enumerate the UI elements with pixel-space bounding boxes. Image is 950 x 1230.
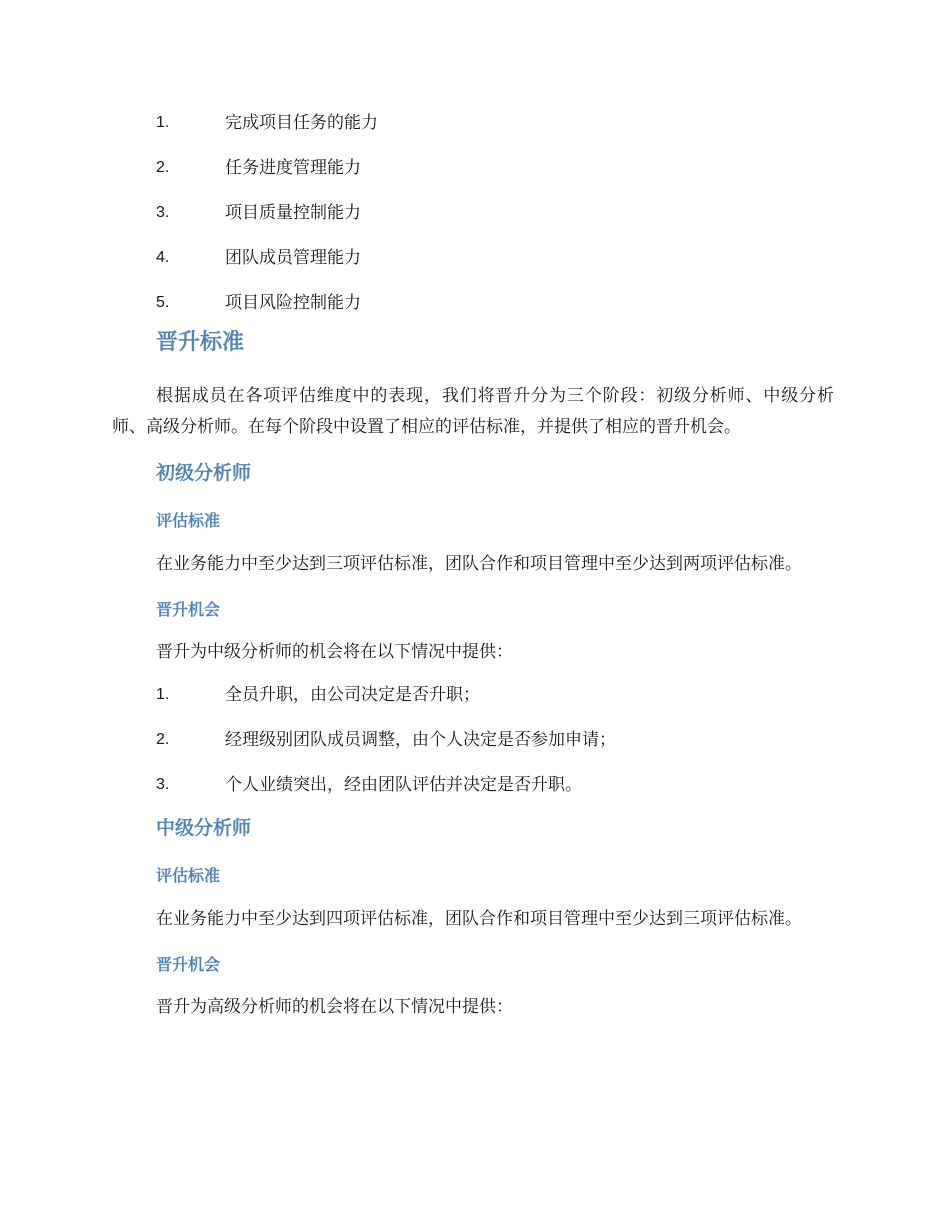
list-item bbox=[112, 725, 834, 770]
list-number: 1. bbox=[156, 686, 170, 703]
list-number: 2. bbox=[156, 159, 170, 176]
list-item bbox=[112, 198, 834, 243]
junior-criteria-heading: 评估标准 bbox=[156, 511, 221, 530]
list-number: 4. bbox=[156, 249, 170, 266]
mid-opportunity-heading: 晋升机会 bbox=[156, 955, 221, 974]
promotion-heading: 晋升标准 bbox=[156, 330, 245, 355]
mid-opportunity-intro: 晋升为高级分析师的机会将在以下情况中提供： bbox=[156, 997, 513, 1017]
ability-list bbox=[112, 108, 834, 333]
junior-criteria-text: 在业务能力中至少达到三项评估标准，团队合作和项目管理中至少达到两项评估标准。 bbox=[156, 554, 802, 574]
list-number: 5. bbox=[156, 294, 170, 311]
mid-heading: 中级分析师 bbox=[156, 817, 252, 839]
list-text: 个人业绩突出，经由团队评估并决定是否升职。 bbox=[225, 775, 582, 795]
list-number: 1. bbox=[156, 114, 170, 131]
list-item bbox=[112, 680, 834, 725]
list-item bbox=[112, 108, 834, 153]
list-item bbox=[112, 770, 834, 815]
mid-criteria-text: 在业务能力中至少达到四项评估标准，团队合作和项目管理中至少达到三项评估标准。 bbox=[156, 909, 802, 929]
list-text: 完成项目任务的能力 bbox=[225, 113, 378, 133]
list-text: 全员升职，由公司决定是否升职； bbox=[225, 685, 480, 705]
junior-opportunity-intro: 晋升为中级分析师的机会将在以下情况中提供： bbox=[156, 642, 513, 662]
list-number: 2. bbox=[156, 731, 170, 748]
list-text: 经理级别团队成员调整，由个人决定是否参加申请； bbox=[225, 730, 616, 750]
promotion-paragraph: 根据成员在各项评估维度中的表现，我们将晋升分为三个阶段：初级分析师、中级分析师、高级分析师。在每个阶段中设置了相应的评估标准，并提供了相应的晋升机会。 bbox=[112, 386, 834, 437]
list-item bbox=[112, 243, 834, 288]
list-text: 项目质量控制能力 bbox=[225, 203, 361, 223]
list-number: 3. bbox=[156, 776, 170, 793]
junior-opportunity-heading: 晋升机会 bbox=[156, 600, 221, 619]
list-item bbox=[112, 153, 834, 198]
list-text: 项目风险控制能力 bbox=[225, 293, 361, 313]
list-number: 3. bbox=[156, 204, 170, 221]
list-item bbox=[112, 288, 834, 333]
document-content bbox=[112, 108, 834, 1023]
list-text: 任务进度管理能力 bbox=[225, 158, 361, 178]
list-text: 团队成员管理能力 bbox=[225, 248, 361, 268]
junior-opportunity-list bbox=[112, 680, 834, 815]
mid-criteria-heading: 评估标准 bbox=[156, 866, 221, 885]
junior-heading: 初级分析师 bbox=[156, 462, 252, 484]
